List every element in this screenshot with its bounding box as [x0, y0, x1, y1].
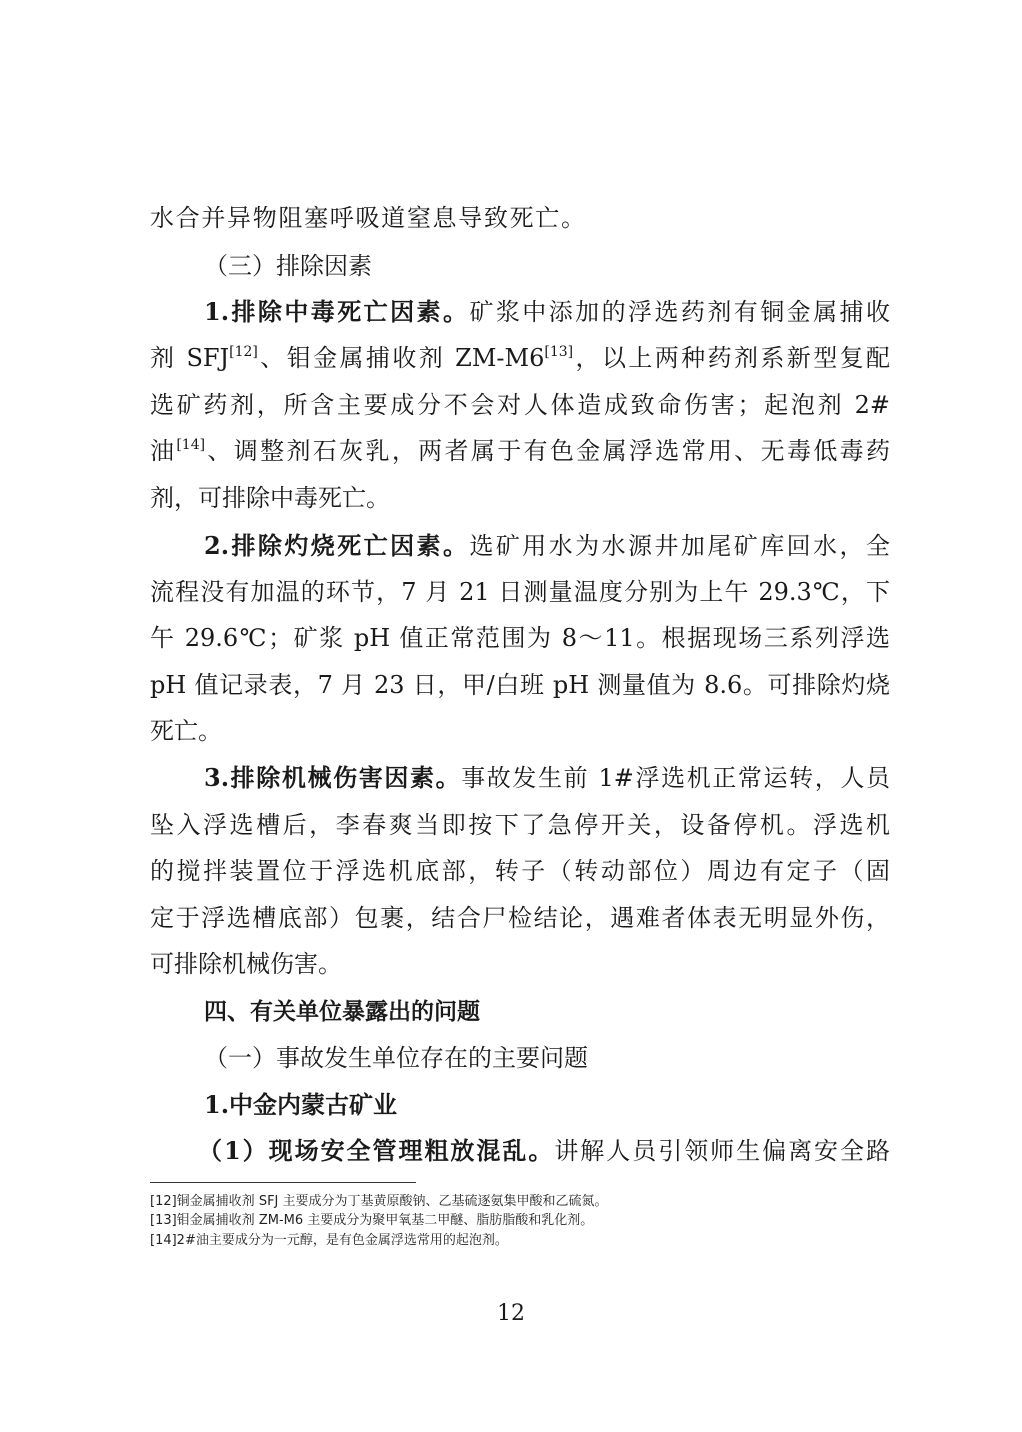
bold-lead: 2.排除灼烧死亡因素。 [204, 531, 470, 560]
paragraph-line: 的搅拌装置位于浮选机底部，转子（转动部位）周边有定子（固 [150, 857, 890, 885]
paragraph-line: pH 值记录表，7 月 23 日，甲/白班 pH 测量值为 8.6。可排除灼烧 [150, 671, 890, 699]
paragraph-line: 水合并异物阻塞呼吸道窒息导致死亡。 [150, 204, 585, 232]
paragraph-text: 事故发生前 1#浮选机正常运转，人员 [461, 764, 890, 792]
item-heading: 1.中金内蒙古矿业 [204, 1090, 398, 1119]
footnote-ref[interactable]: [12] [229, 344, 258, 360]
paragraph-line: 午 29.6℃；矿浆 pH 值正常范围为 8～11。根据现场三系列浮选 [150, 624, 890, 652]
footnote-divider [150, 1182, 416, 1183]
paragraph-text: 选矿用水为水源井加尾矿库回水，全 [469, 532, 890, 560]
footnote-ref[interactable]: [13] [544, 344, 574, 360]
footnote: [13]钼金属捕收剂 ZM-M6 主要成分为聚甲氧基二甲醚、脂肪脂酸和乳化剂。 [150, 1213, 594, 1228]
section-heading: （三）排除因素 [204, 252, 372, 280]
paragraph-text: 矿浆中添加的浮选药剂有铜金属捕收 [469, 298, 890, 326]
footnote: [14]2#油主要成分为一元醇，是有色金属浮选常用的起泡剂。 [150, 1233, 508, 1248]
paragraph-line [204, 762, 890, 794]
page-number: 12 [497, 1301, 525, 1326]
paragraph-line: 选矿药剂，所含主要成分不会对人体造成致命伤害；起泡剂 2# [150, 391, 890, 419]
paragraph-line: 流程没有加温的环节，7 月 21 日测量温度分别为上午 29.3℃，下 [150, 578, 890, 606]
paragraph-text: 油 [150, 437, 177, 465]
paragraph-line: 定于浮选槽底部）包裹，结合尸检结论，遇难者体表无明显外伤， [150, 904, 890, 932]
paragraph-text: 、调整剂石灰乳，两者属于有色金属浮选常用、无毒低毒药 [205, 437, 890, 465]
paragraph-line [198, 1135, 890, 1167]
paragraph-line [204, 530, 890, 562]
paragraph-text: 、钼金属捕收剂 ZM-M6 [257, 344, 545, 372]
bold-lead: 1.排除中毒死亡因素。 [204, 297, 470, 326]
paragraph-text: 讲解人员引领师生偏离安全路 [554, 1137, 891, 1165]
paragraph-line [150, 435, 890, 467]
paragraph-line: 死亡。 [150, 717, 222, 745]
bold-lead: （1）现场安全管理粗放混乱。 [198, 1136, 555, 1165]
paragraph-text: 剂 SFJ [150, 344, 230, 372]
bold-lead: 3.排除机械伤害因素。 [204, 763, 462, 792]
subsection-heading: （一）事故发生单位存在的主要问题 [204, 1044, 588, 1072]
paragraph-line: 可排除机械伤害。 [150, 950, 342, 978]
paragraph-line: 剂，可排除中毒死亡。 [150, 484, 390, 512]
footnote: [12]铜金属捕收剂 SFJ 主要成分为丁基黄原酸钠、乙基硫逐氨集甲酸和乙硫氮。 [150, 1194, 608, 1209]
paragraph-text: ，以上两种药剂系新型复配 [573, 344, 890, 372]
footnote-ref[interactable]: [14] [176, 437, 206, 453]
section-heading: 四、有关单位暴露出的问题 [204, 999, 480, 1025]
paragraph-line [150, 342, 890, 374]
paragraph-line [204, 296, 890, 328]
paragraph-line: 坠入浮选槽后，李春爽当即按下了急停开关，设备停机。浮选机 [150, 811, 890, 839]
